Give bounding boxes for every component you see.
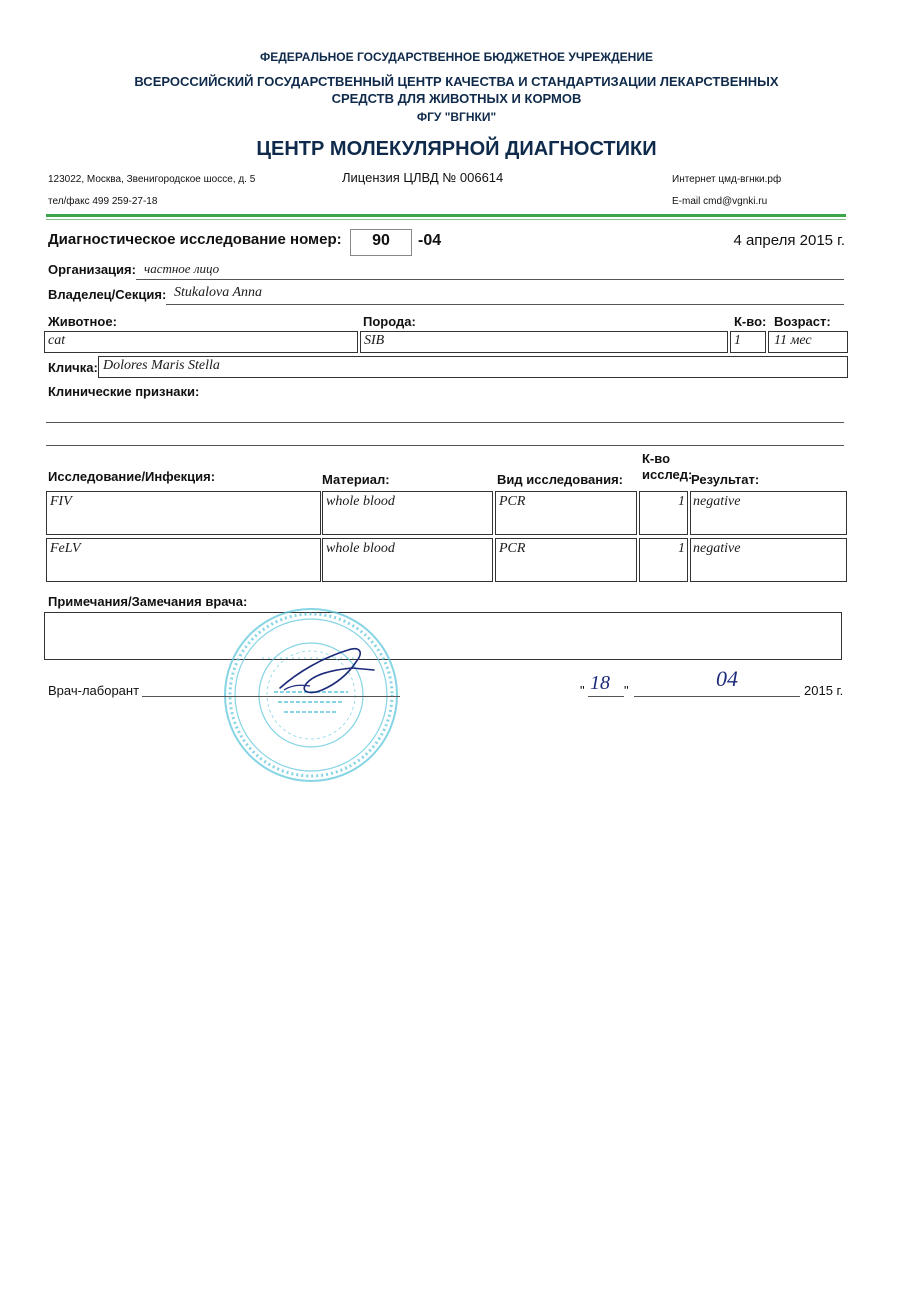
signature-icon [270,640,380,700]
internet: Интернет цмд-вгнки.рф [672,174,782,185]
age-label: Возраст: [774,314,831,329]
result-value: negative [693,541,741,556]
institution-abbr: ФГУ "ВГНКИ" [416,110,497,124]
email: E-mail cmd@vgnki.ru [672,196,768,207]
date-quote-close: " [624,683,629,698]
notes-label: Примечания/Замечания врача: [48,594,248,609]
signature-year: 2015 г. [804,683,844,698]
col-type-header: Вид исследования: [497,472,624,487]
owner-value: Stukalova Anna [174,285,263,300]
lab-doctor-label: Врач-лаборант [48,683,140,698]
animal-label: Животное: [48,314,117,329]
count-label: К-во: [734,314,767,329]
organization-label: Организация: [48,262,136,277]
count-value: 1 [678,494,685,509]
clinical-line-1 [46,422,844,423]
animal-value: cat [48,333,66,348]
signature-day: 18 [590,672,610,694]
infection-cell [46,538,321,582]
organization-underline [136,279,844,280]
col-result-header: Результат: [691,472,760,487]
material-value: whole blood [326,541,395,556]
owner-underline [166,304,844,305]
day-underline [588,696,624,697]
institution-type: ФЕДЕРАЛЬНОЕ ГОСУДАРСТВЕННОЕ БЮДЖЕТНОЕ УЧРЕЖДЕНИЕ [260,50,653,64]
header-rule-green [46,214,846,217]
date-quote-open: " [580,683,585,698]
address: 123022, Москва, Звенигородское шоссе, д. 5 [48,174,256,185]
nickname-value: Dolores Maris Stella [103,358,220,373]
col-count-header-1: К-во [642,451,671,466]
center-title: ЦЕНТР МОЛЕКУЛЯРНОЙ ДИАГНОСТИКИ [256,138,657,160]
study-label: Диагностическое исследование номер: [48,231,342,248]
type-value: PCR [499,494,526,509]
nickname-label: Кличка: [48,360,98,375]
header-rule-thin [46,219,846,220]
study-number: 90 [372,232,390,249]
notes-field [44,612,842,660]
infection-cell [46,491,321,535]
lab-doctor-signature-line [142,696,400,697]
col-infection-header: Исследование/Инфекция: [48,469,216,484]
infection-value: FeLV [50,541,81,556]
breed-field [360,331,728,353]
license: Лицензия ЦЛВД № 006614 [342,170,504,185]
count-value: 1 [678,541,685,556]
count-value: 1 [734,333,741,348]
institution-name-line2: СРЕДСТВ ДЛЯ ЖИВОТНЫХ И КОРМОВ [331,91,582,106]
infection-value: FIV [50,494,72,509]
signature-month: 04 [716,666,738,691]
type-value: PCR [499,541,526,556]
breed-value: SIB [364,333,385,348]
organization-value: частное лицо [144,261,220,276]
col-count-header-2: исслед: [642,467,693,482]
institution-name-line1: ВСЕРОССИЙСКИЙ ГОСУДАРСТВЕННЫЙ ЦЕНТР КАЧЕСТВА И СТАНДАРТИЗАЦИИ ЛЕКАРСТВЕННЫХ [134,74,779,89]
owner-label: Владелец/Секция: [48,287,167,302]
phone: тел/факс 499 259-27-18 [48,196,158,207]
clinical-line-2 [46,445,844,446]
study-suffix: -04 [418,232,442,249]
clinical-label: Клинические признаки: [48,384,200,399]
month-underline [634,696,800,697]
result-value: negative [693,494,741,509]
animal-field [44,331,358,353]
breed-label: Порода: [363,314,416,329]
material-value: whole blood [326,494,395,509]
study-date: 4 апреля 2015 г. [733,232,845,249]
col-material-header: Материал: [322,472,390,487]
age-value: 11 мес [774,333,812,348]
